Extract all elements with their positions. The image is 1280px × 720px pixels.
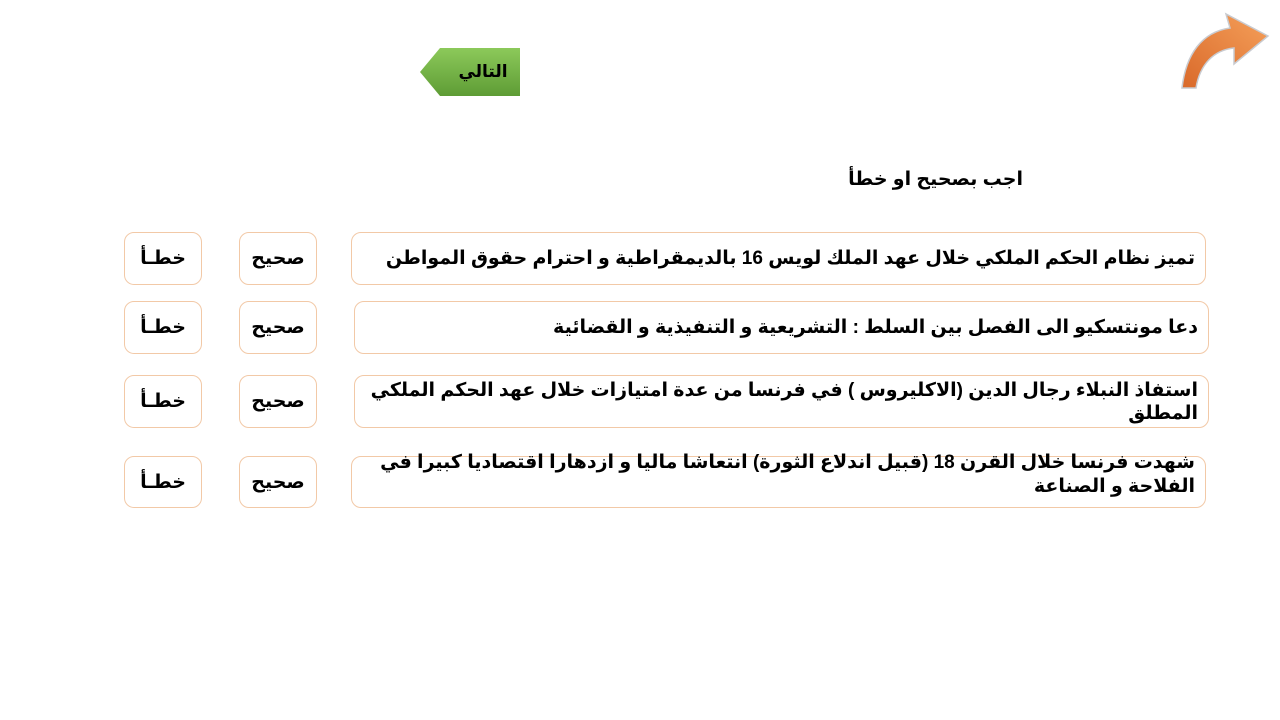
question-1-true-button[interactable] xyxy=(239,232,317,285)
question-3-false-button[interactable] xyxy=(124,375,202,428)
question-1-false-button[interactable] xyxy=(124,232,202,285)
question-2-false-button[interactable] xyxy=(124,301,202,354)
question-4-true-button[interactable] xyxy=(239,456,317,508)
true-label: صحيح xyxy=(251,471,305,493)
next-button[interactable] xyxy=(420,48,520,96)
question-3-true-button[interactable] xyxy=(239,375,317,428)
false-label: خطـأ xyxy=(140,391,186,412)
false-label: خطـأ xyxy=(140,317,186,338)
next-button-label: التالي xyxy=(458,62,508,81)
question-2-true-button[interactable] xyxy=(239,301,317,354)
curved-arrow-icon[interactable] xyxy=(1176,6,1272,96)
false-label: خطـأ xyxy=(140,471,186,493)
true-label: صحيح xyxy=(251,317,305,338)
question-4-statement xyxy=(351,452,1206,508)
question-4-false-button[interactable] xyxy=(124,456,202,508)
question-2-text: دعا مونتسكيو الى الفصل بين السلط : التشريعية و التنفيذية و القضائية xyxy=(553,317,1198,338)
question-3-text: استفاذ النبلاء رجال الدين (الاكليروس ) في فرنسا من عدة امتيازات خلال عهد الحكم الملكي المطلق xyxy=(370,379,1198,424)
question-1-statement xyxy=(351,232,1206,285)
question-4-text: شهدت فرنسا خلال القرن 18 (قبيل اندلاع الثورة) انتعاشا ماليا و ازدهارا اقتصاديا كبيرا في الفلاحة و الصناعة xyxy=(380,452,1195,497)
true-label: صحيح xyxy=(251,391,305,412)
question-1-text: تميز نظام الحكم الملكي خلال عهد الملك لويس 16 بالديمقراطية و احترام حقوق المواطن xyxy=(385,248,1195,269)
false-label: خطـأ xyxy=(140,248,186,269)
true-label: صحيح xyxy=(251,248,305,269)
question-2-statement xyxy=(354,301,1209,354)
question-3-statement xyxy=(354,375,1209,428)
instruction-text: اجب بصحيح او خطأ xyxy=(848,169,1023,190)
